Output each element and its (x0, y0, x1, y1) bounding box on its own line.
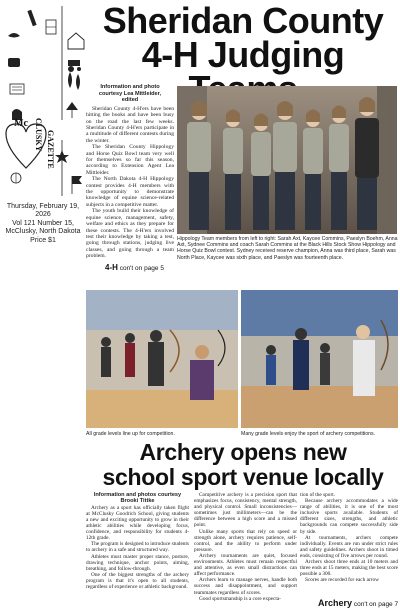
hippology-team-photo (177, 86, 397, 234)
story-4h-para: The Sheridan County Hippology and Horse Quiz Bowl team very well for themselves so far this season, according to Extension Agent Lea Mittleider. (86, 144, 174, 176)
bird-icon (8, 33, 20, 38)
archery-para: At tournaments, archers compete individually. Events are run under strict rules and safety guidelines. Archers shoot in timed ends, consisting of five arrows per round. (300, 534, 398, 559)
archery-para: Scores are recorded for each arrow (305, 577, 379, 584)
archery-photo-left (86, 290, 238, 428)
issue-price: Price $1 (30, 236, 56, 244)
jump-archery-tag: Archery (318, 598, 353, 608)
phone-icon (8, 58, 20, 67)
archery-para: Because archery accommodates a wide range of abilities, it is one of the most inclusive sports available. Students of different sizes, strengths, and athletic backgrounds can compete successfully side by side. (300, 498, 398, 535)
story-4h-body (86, 84, 174, 260)
archery-para: Unlike many sports that rely on speed or strength alone, archery requires patience, self-control, and the ability to perform under pressure. (194, 528, 297, 553)
tractor-icon (68, 60, 81, 72)
newspaper-icon (10, 84, 24, 94)
compass-icon (11, 173, 21, 183)
credit-line: Brooki Tittke (120, 498, 155, 505)
archery-column-3 (300, 492, 398, 583)
headline-archery-line1: Archery opens new (139, 439, 347, 465)
credit-line: edited (121, 97, 139, 104)
hippology-photo-caption: Hippology Team members from left to right: Sarah Axt, Kaycee Commins, Paeslyn Boehm, Anna Axt, Sydnee Commins and coach Sarah Commins at the Black Hills Stock Show Hippology and Horse Quiz Bowl contest. Sydney received reserve champion, Anna was third place, Sarah was North Place, Kaycee was sixth place, and Paeslyn was fourteenth place. (177, 236, 398, 261)
headline-4h-line1: Sheridan County (102, 0, 384, 41)
issue-volume: Vol 121 Number 15, (12, 219, 74, 227)
credit-line: Information and photo (100, 84, 160, 90)
archery-column-1 (86, 492, 189, 590)
headline-4h-line2: 4-H Judging (141, 34, 345, 75)
masthead-logo-art (0, 0, 88, 200)
grain-icon (68, 72, 80, 90)
masthead-gazette: GAZETTE (46, 130, 55, 169)
archery-photo-right (241, 290, 398, 428)
archery-para: Archers learn to manage nerves, handle both success and disappointment, and support teammates regardless of scores. (194, 577, 297, 596)
house-icon (68, 33, 84, 49)
archery-caption-left: All grade levels line up for competition. (86, 431, 175, 437)
pencil-icon (27, 10, 36, 26)
archery-para: tion of the sport. (300, 492, 336, 498)
jump-4h-tag: 4-H (105, 263, 118, 272)
archery-para: Athletes must master proper stance, posture, drawing technique, anchor points, aiming, breathing, and follow-through. (86, 553, 189, 572)
archery-para: One of the biggest strengths of the archery program is that it's open to all students, regardless of experience or athletic background. (86, 571, 189, 591)
flag-icon (72, 176, 82, 194)
archery-credit (86, 492, 189, 505)
archery-column-2 (194, 492, 297, 602)
jump-archery[interactable] (318, 598, 398, 608)
archery-para: Competitive archery is a precision sport that emphasizes focus, consistency, mental strength, and physical control. Small inconsistencies—sometimes just millimeters—can be the difference between a high score and a missed point. (194, 492, 297, 529)
headline-archery-line2: school sport venue locally (102, 464, 384, 490)
bookshelf-icon (46, 20, 56, 34)
story-4h-para: The North Dakota 4-H Hippology contest provides 4-H members with the opportunity to demonstrate knowledge of equine science-related subjects in a competitive matter. (86, 176, 174, 208)
story-4h-para: The youth build their knowledge of equine science, management, safety, welfare and ethics as they prepare for these contests. The 4-H'ers involved test their knowledge by taking a test, going through stations, judging live classes, and going through a team problem. (86, 208, 174, 260)
issue-location: McClusky, North Dakota (5, 228, 81, 236)
archery-para: The program is designed to introduce students to archery in a safe and structured way. (86, 541, 189, 554)
masthead-clusky: CLUSKY (34, 118, 43, 152)
issue-info (0, 203, 86, 245)
archery-para: Good sportsmanship is a core expecta- (199, 595, 281, 602)
story-4h-para: Sheridan County 4-H'ers have been hitting the books and have been busy on the road the last few weeks. Sheridan County 4-H'ers participate in a multitude of different contests during the winter. (86, 105, 174, 144)
headline-archery (86, 440, 400, 490)
jump-4h-text: con't on page 5 (119, 265, 164, 272)
archery-para: Archery as a sport has officially taken flight at McClusky Goodrich School, giving students a new and exciting opportunity to grow in their athletic abilities while developing focus, confidence, and responsibility for students 4-12th grade. (86, 504, 189, 542)
lamp-icon (66, 102, 78, 118)
credit-line: Information and photos courtesy (93, 492, 182, 498)
archery-para: Archers shoot three ends at 10 meters and three ends at 15 meters, making the best score possible a 300. (300, 559, 398, 578)
jump-archery-text: con't on page 7 (353, 601, 399, 608)
masthead-logo (0, 0, 88, 200)
credit-line: courtesy Lea Mittleider, (98, 90, 162, 97)
archery-caption-right: Many grade levels enjoy the sport of archery competitions. (241, 431, 376, 437)
story-4h-credit (86, 84, 174, 104)
jump-4h[interactable] (105, 263, 164, 272)
issue-date: Thursday, February 19, 2026 (6, 203, 80, 219)
masthead-mc: Mc (14, 118, 28, 129)
archery-para: Archery tournaments are quiet, focused environments. Athletes must remain respectful and attentive, as even small distractions can affect performance. (194, 552, 297, 578)
